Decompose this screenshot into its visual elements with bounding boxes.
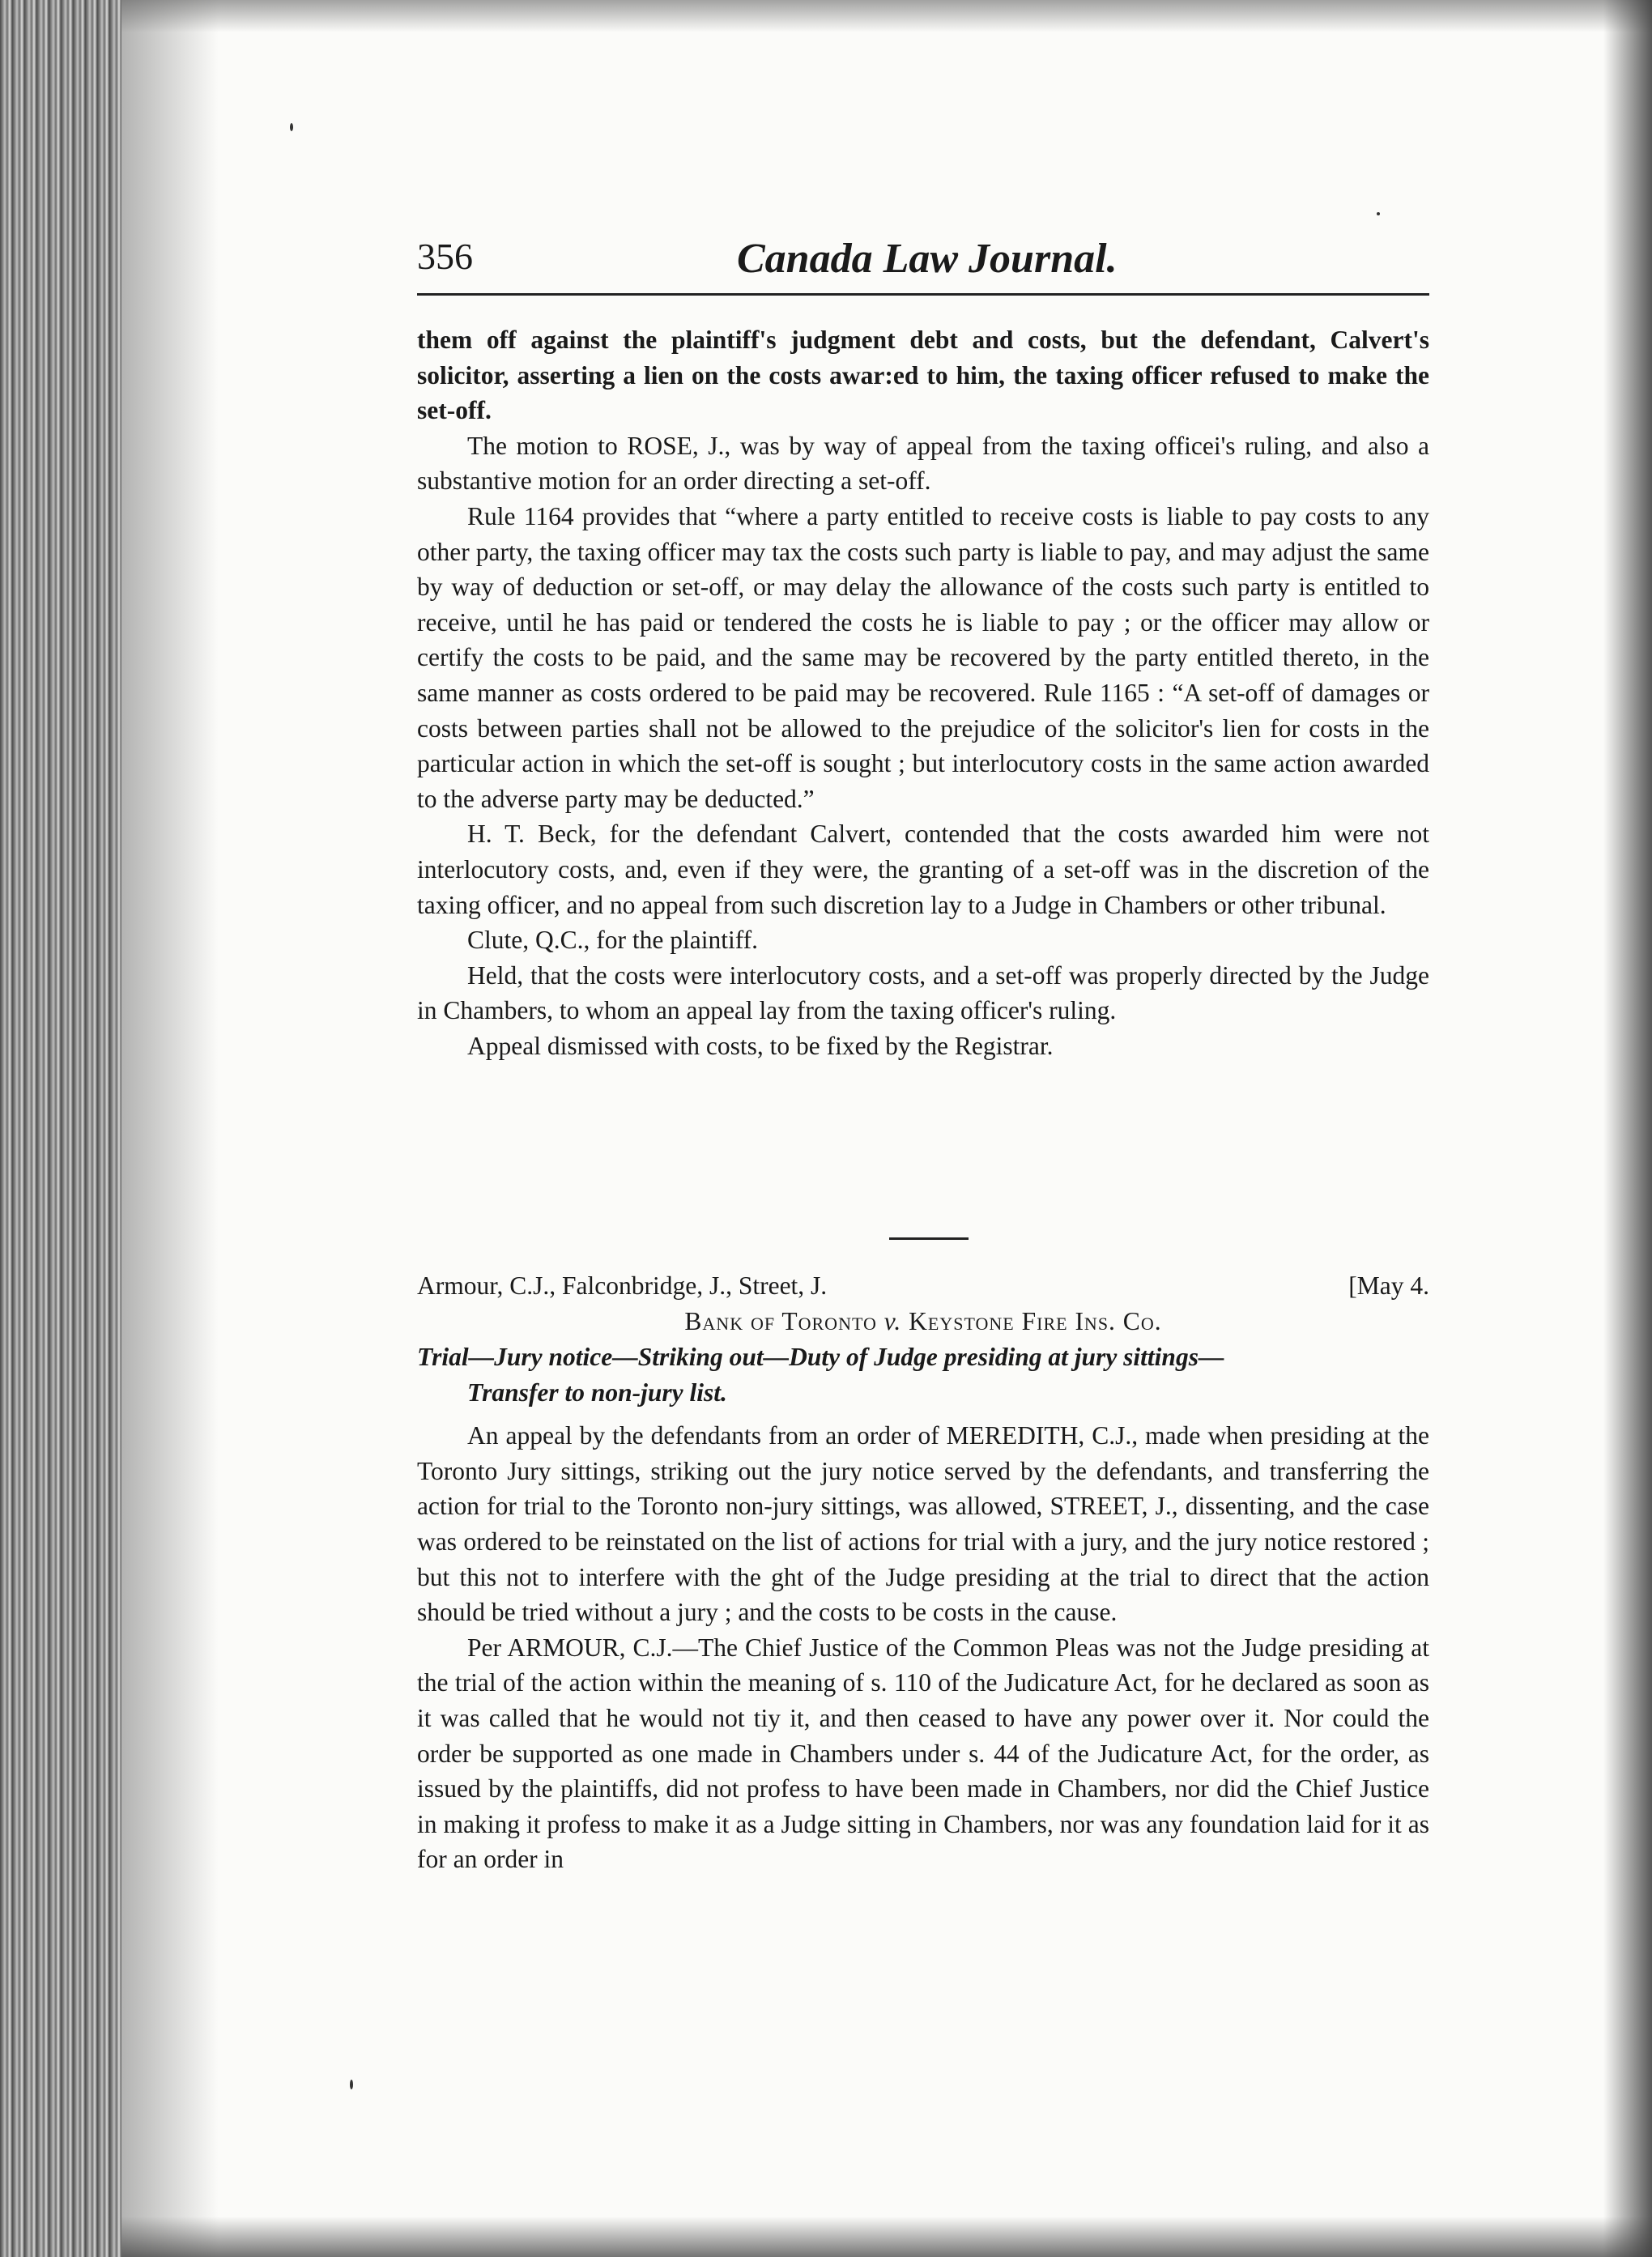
paragraph: The motion to ROSE, J., was by way of appeal from the taxing officei's ruling, and also a substantive motion for an order directing a set-off. (417, 431, 1429, 496)
body-text (417, 322, 1429, 1063)
binding-fade (121, 0, 219, 2257)
bottom-page-edge (121, 2217, 1652, 2257)
paragraph: them off against the plaintiff's judgment debt and costs, but the defendant, Calvert's solicitor, asserting a lien on the costs awar:ed to him, the taxing officer refused to make the set-off. (417, 326, 1429, 425)
paragraph: H. T. Beck, for the defendant Calvert, contended that the costs awarded him were not interlocutory costs, and, even if they were, the granting of a set-off was in the discretion of the taxing officer, and no appeal from such discretion lay to a Judge in Chambers or other tribunal. (417, 820, 1429, 919)
paragraph: Clute, Q.C., for the plaintiff. (467, 926, 758, 955)
case-title (417, 1304, 1429, 1339)
paragraph: Per ARMOUR, C.J.—The Chief Justice of the Common Pleas was not the Judge presiding at the trial of the action within the meaning of s. 110 of the Judicature Act, for he declared as soon as it was called that he would not tiy it, and then ceased to have any power over it. Nor could the order be supported as one made in Chambers under s. 44 of the Judicature Act, for the order, as issued by the plaintiffs, did not profess to have been made in Chambers, nor did the Chief Justice in making it profess to make it as a Judge sitting in Chambers, nor was any foundation laid for it as for an order in (417, 1633, 1429, 1874)
right-page-edge (1603, 0, 1652, 2257)
case-title-defendant: Keystone Fire Ins. Co. (909, 1307, 1162, 1335)
page-number: 356 (417, 236, 473, 277)
paragraph: Held, that the costs were interlocutory costs, and a set-off was properly directed by the Judge in Chambers, to whom an appeal lay from the taxing officer's ruling. (417, 960, 1429, 1025)
case-title-versus: v. (883, 1307, 902, 1335)
scan-speck (290, 123, 293, 131)
case-report (417, 1268, 1429, 1877)
section-separator (889, 1237, 969, 1240)
headnote-line: Transfer to non-jury list. (467, 1378, 727, 1407)
decision-date: [May 4. (1348, 1271, 1429, 1300)
bench-judges: Armour, C.J., Falconbridge, J., Street, J. (417, 1271, 828, 1300)
scan-speck (1377, 212, 1380, 215)
journal-title: Canada Law Journal. (737, 236, 1118, 282)
headnote-line: Trial—Jury notice—Striking out—Duty of Judge presiding at jury sittings— (417, 1343, 1224, 1371)
binding-shadow (0, 0, 121, 2257)
case-title-plaintiff: Bank of Toronto (684, 1307, 877, 1335)
case-body (417, 1418, 1429, 1877)
paragraph: Appeal dismissed with costs, to be fixed by the Registrar. (467, 1031, 1054, 1060)
headnote (417, 1339, 1429, 1410)
top-page-edge (121, 0, 1652, 32)
bench-line (417, 1268, 1429, 1304)
scan-speck (350, 2080, 353, 2089)
paragraph: An appeal by the defendants from an order of MEREDITH, C.J., made when presiding at the Toronto Jury sittings, striking out the jury notice served by the defendants, and transferring the action for trial to the Toronto non-jury sittings, was allowed, STREET, J., dissenting, and the case was ordered to be reinstated on the list of actions for trial with a jury, and the jury notice restored ; but this not to interfere with the ght of the Judge presiding at the trial to direct that the action should be tried without a jury ; and the costs to be costs in the cause. (417, 1421, 1429, 1627)
paragraph: Rule 1164 provides that “where a party entitled to receive costs is liable to pay costs to any other party, the taxing officer may tax the costs such party is liable to pay, and may adjust the same by way of deduction or set-off, or may delay the allowance of the costs such party is entitled to receive, until he has paid or tendered the costs he is liable to pay ; or the officer may allow or certify the costs to be paid, and the same may be recovered by the party entitled thereto, in the same manner as costs ordered to be paid may be recovered. Rule 1165 : “A set-off of damages or costs between parties shall not be allowed to the prejudice of the solicitor's lien for costs in the particular action in which the set-off is sought ; but interlocutory costs in the same action awarded to the adverse party may be deducted.” (417, 501, 1429, 813)
header-rule (417, 293, 1429, 296)
page-header (417, 235, 1425, 292)
